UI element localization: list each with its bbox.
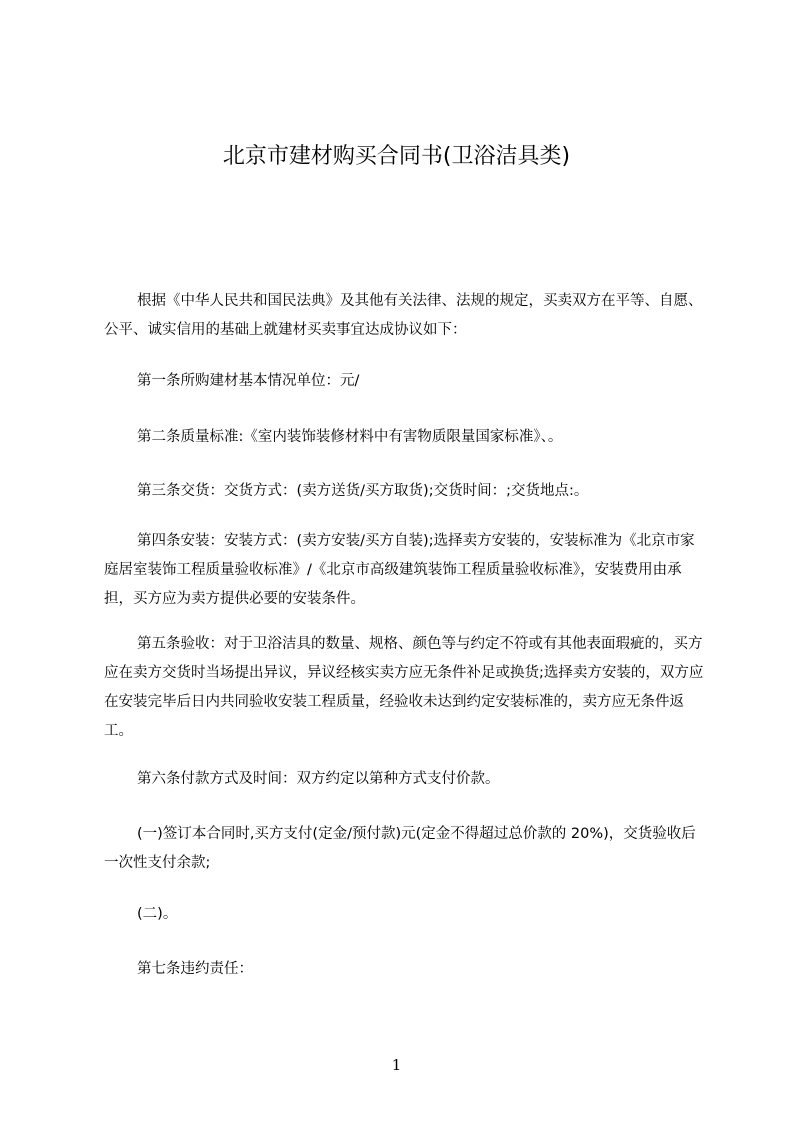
- article-6-item-2-paragraph: (二)。: [137, 906, 178, 922]
- page-number: 1: [391, 1056, 402, 1074]
- article-4-paragraph: 第四条安装：安装方式：(卖方安装/买方自装);选择卖方安装的，安装标准为《北京市家庭居室装饰工程质量验收标准》/《北京市高级建筑装饰工程质量验收标准》，安装费用由承担，买方应为卖方提供必要的安装条件。: [104, 533, 695, 607]
- article-6-item-1-paragraph: (一)签订本合同时,买方支付(定金/预付款)元(定金不得超过总价款的 20%)，交货验收后一次性支付余款;: [104, 826, 696, 871]
- article-3-paragraph: 第三条交货：交货方式：(卖方送货/买方取货);交货时间：;交货地点:。: [137, 483, 589, 499]
- page-title: 北京市建材购买合同书(卫浴洁具类): [222, 144, 571, 169]
- article-6-paragraph: 第六条付款方式及时间：双方约定以第种方式支付价款。: [137, 771, 500, 787]
- article-1-paragraph: 第一条所购建材基本情况单位：元/: [137, 373, 360, 389]
- preamble-paragraph: 根据《中华人民共和国民法典》及其他有关法律、法规的规定，买卖双方在平等、自愿、公平、诚实信用的基础上就建材买卖事宜达成协议如下：: [104, 293, 703, 338]
- article-7-paragraph: 第七条违约责任：: [137, 961, 253, 977]
- article-5-paragraph: 第五条验收：对于卫浴洁具的数量、规格、颜色等与约定不符或有其他表面瑕疵的，买方应在卖方交货时当场提出异议，异议经核实卖方应无条件补足或换货;选择卖方安装的，双方应在安装完毕后日内共同验收安装工程质量，经验收未达到约定安装标准的，卖方应无条件返工。: [104, 636, 704, 739]
- article-2-paragraph: 第二条质量标准:《室内装饰装修材料中有害物质限量国家标准》、。: [137, 429, 563, 445]
